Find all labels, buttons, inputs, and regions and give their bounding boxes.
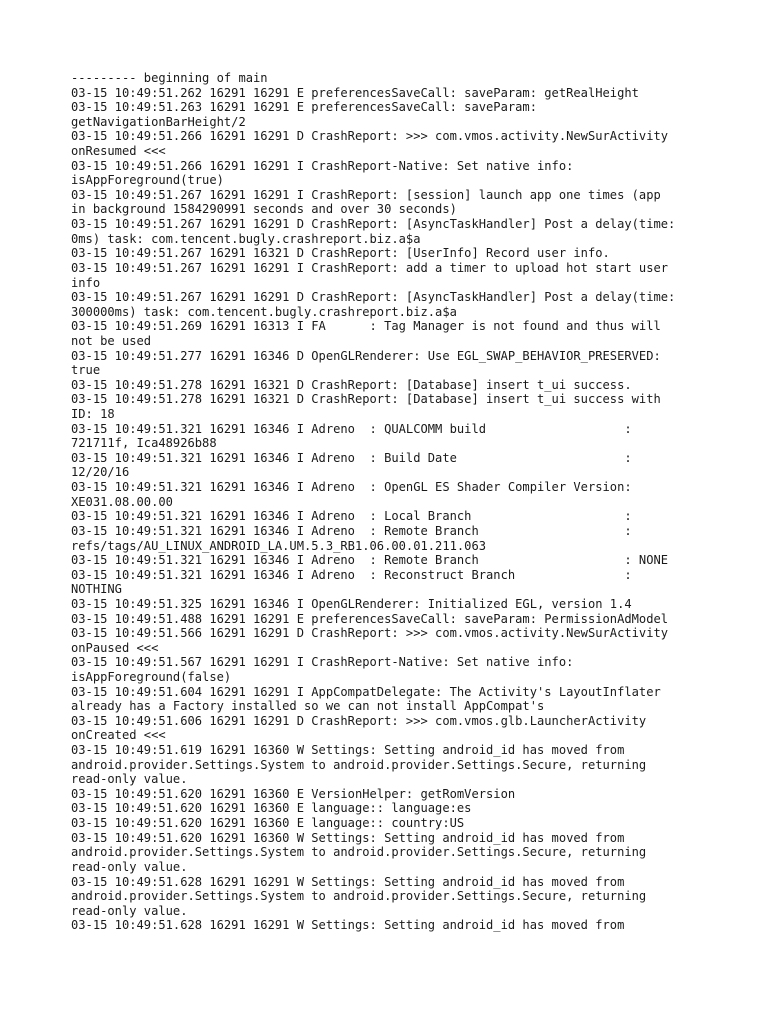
log-line: 03-15 10:49:51.488 16291 16291 E preferencesSaveCall: saveParam: PermissionAdModel	[71, 611, 669, 626]
log-line: 03-15 10:49:51.628 16291 16291 W Settings: Setting android_id has moved from	[71, 918, 625, 933]
log-line: 03-15 10:49:51.628 16291 16291 W Settings: Setting android_id has moved from	[71, 874, 625, 889]
log-line: isAppForeground(false)	[71, 669, 232, 684]
log-line: android.provider.Settings.System to android.provider.Settings.Secure, returning	[71, 757, 647, 772]
log-line: 03-15 10:49:51.321 16291 16346 I Adreno : Build Date :	[71, 450, 632, 465]
log-line: android.provider.Settings.System to android.provider.Settings.Secure, returning	[71, 845, 647, 860]
log-line: getNavigationBarHeight/2	[71, 114, 246, 129]
log-line: 03-15 10:49:51.604 16291 16291 I AppCompatDelegate: The Activity's LayoutInflater	[71, 684, 661, 699]
log-line: onCreated <<<	[71, 728, 166, 743]
log-line: 03-15 10:49:51.620 16291 16360 W Settings: Setting android_id has moved from	[71, 830, 625, 845]
log-line: 03-15 10:49:51.321 16291 16346 I Adreno : Remote Branch :	[71, 523, 632, 538]
log-line: 0ms) task: com.tencent.bugly.crashreport.biz.a$a	[71, 231, 421, 246]
log-line: in background 1584290991 seconds and over 30 seconds)	[71, 202, 457, 217]
log-line: NOTHING	[71, 582, 122, 597]
log-line: 721711f, Ica48926b88	[71, 436, 217, 451]
log-line: read-only value.	[71, 903, 188, 918]
log-line: 03-15 10:49:51.278 16291 16321 D CrashReport: [Database] insert t_ui success.	[71, 377, 632, 392]
log-line: info	[71, 275, 101, 290]
log-line: XE031.08.00.00	[71, 494, 173, 509]
log-line: refs/tags/AU_LINUX_ANDROID_LA.UM.5.3_RB1.06.00.01.211.063	[71, 538, 487, 553]
log-line: isAppForeground(true)	[71, 173, 224, 188]
log-line: 03-15 10:49:51.321 16291 16346 I Adreno : Remote Branch : NONE	[71, 553, 669, 568]
log-line: true	[71, 363, 101, 378]
log-line: not be used	[71, 333, 152, 348]
log-line: 03-15 10:49:51.267 16291 16291 D CrashReport: [AsyncTaskHandler] Post a delay(time:	[71, 217, 676, 232]
log-line: 03-15 10:49:51.267 16291 16291 I CrashReport: [session] launch app one times (app	[71, 187, 661, 202]
log-line: 03-15 10:49:51.321 16291 16346 I Adreno : QUALCOMM build :	[71, 421, 632, 436]
log-line: 03-15 10:49:51.567 16291 16291 I CrashReport-Native: Set native info:	[71, 655, 574, 670]
log-line: 03-15 10:49:51.325 16291 16346 I OpenGLRenderer: Initialized EGL, version 1.4	[71, 596, 632, 611]
log-line: 03-15 10:49:51.619 16291 16360 W Settings: Setting android_id has moved from	[71, 743, 625, 758]
log-line: 03-15 10:49:51.262 16291 16291 E preferencesSaveCall: saveParam: getRealHeight	[71, 85, 639, 100]
log-line: 03-15 10:49:51.606 16291 16291 D CrashReport: >>> com.vmos.glb.LauncherActivity	[71, 713, 647, 728]
log-line: 03-15 10:49:51.620 16291 16360 E language:: language:es	[71, 801, 472, 816]
log-line: 12/20/16	[71, 465, 130, 480]
log-line: 03-15 10:49:51.620 16291 16360 E language:: country:US	[71, 816, 465, 831]
log-line: 03-15 10:49:51.321 16291 16346 I Adreno : Reconstruct Branch :	[71, 567, 632, 582]
log-line: 03-15 10:49:51.266 16291 16291 D CrashReport: >>> com.vmos.activity.NewSurActivity	[71, 129, 669, 144]
log-line: ID: 18	[71, 407, 115, 422]
log-line: read-only value.	[71, 772, 188, 787]
log-line: --------- beginning of main	[71, 71, 268, 85]
log-document	[71, 71, 721, 948]
log-line: android.provider.Settings.System to android.provider.Settings.Secure, returning	[71, 889, 647, 904]
log-line: 03-15 10:49:51.267 16291 16321 D CrashReport: [UserInfo] Record user info.	[71, 246, 610, 261]
log-line: 03-15 10:49:51.269 16291 16313 I FA : Tag Manager is not found and thus will	[71, 319, 661, 334]
log-line: 300000ms) task: com.tencent.bugly.crashreport.biz.a$a	[71, 304, 457, 319]
log-line: already has a Factory installed so we can not install AppCompat's	[71, 699, 545, 714]
log-line: 03-15 10:49:51.277 16291 16346 D OpenGLRenderer: Use EGL_SWAP_BEHAVIOR_PRESERVED:	[71, 348, 661, 363]
log-line	[71, 933, 721, 948]
log-line: read-only value.	[71, 859, 188, 874]
log-line: 03-15 10:49:51.267 16291 16291 I CrashReport: add a timer to upload hot start user	[71, 260, 669, 275]
log-line: 03-15 10:49:51.278 16291 16321 D CrashReport: [Database] insert t_ui success with	[71, 392, 661, 407]
log-line: onPaused <<<	[71, 640, 159, 655]
log-line: onResumed <<<	[71, 144, 166, 159]
log-line: 03-15 10:49:51.321 16291 16346 I Adreno : OpenGL ES Shader Compiler Version:	[71, 480, 632, 495]
log-line: 03-15 10:49:51.566 16291 16291 D CrashReport: >>> com.vmos.activity.NewSurActivity	[71, 626, 669, 641]
log-line: 03-15 10:49:51.266 16291 16291 I CrashReport-Native: Set native info:	[71, 158, 574, 173]
log-line: 03-15 10:49:51.267 16291 16291 D CrashReport: [AsyncTaskHandler] Post a delay(time:	[71, 290, 676, 305]
log-line: 03-15 10:49:51.620 16291 16360 E VersionHelper: getRomVersion	[71, 786, 516, 801]
log-line: 03-15 10:49:51.263 16291 16291 E preferencesSaveCall: saveParam:	[71, 100, 537, 115]
log-line: 03-15 10:49:51.321 16291 16346 I Adreno : Local Branch :	[71, 509, 632, 524]
